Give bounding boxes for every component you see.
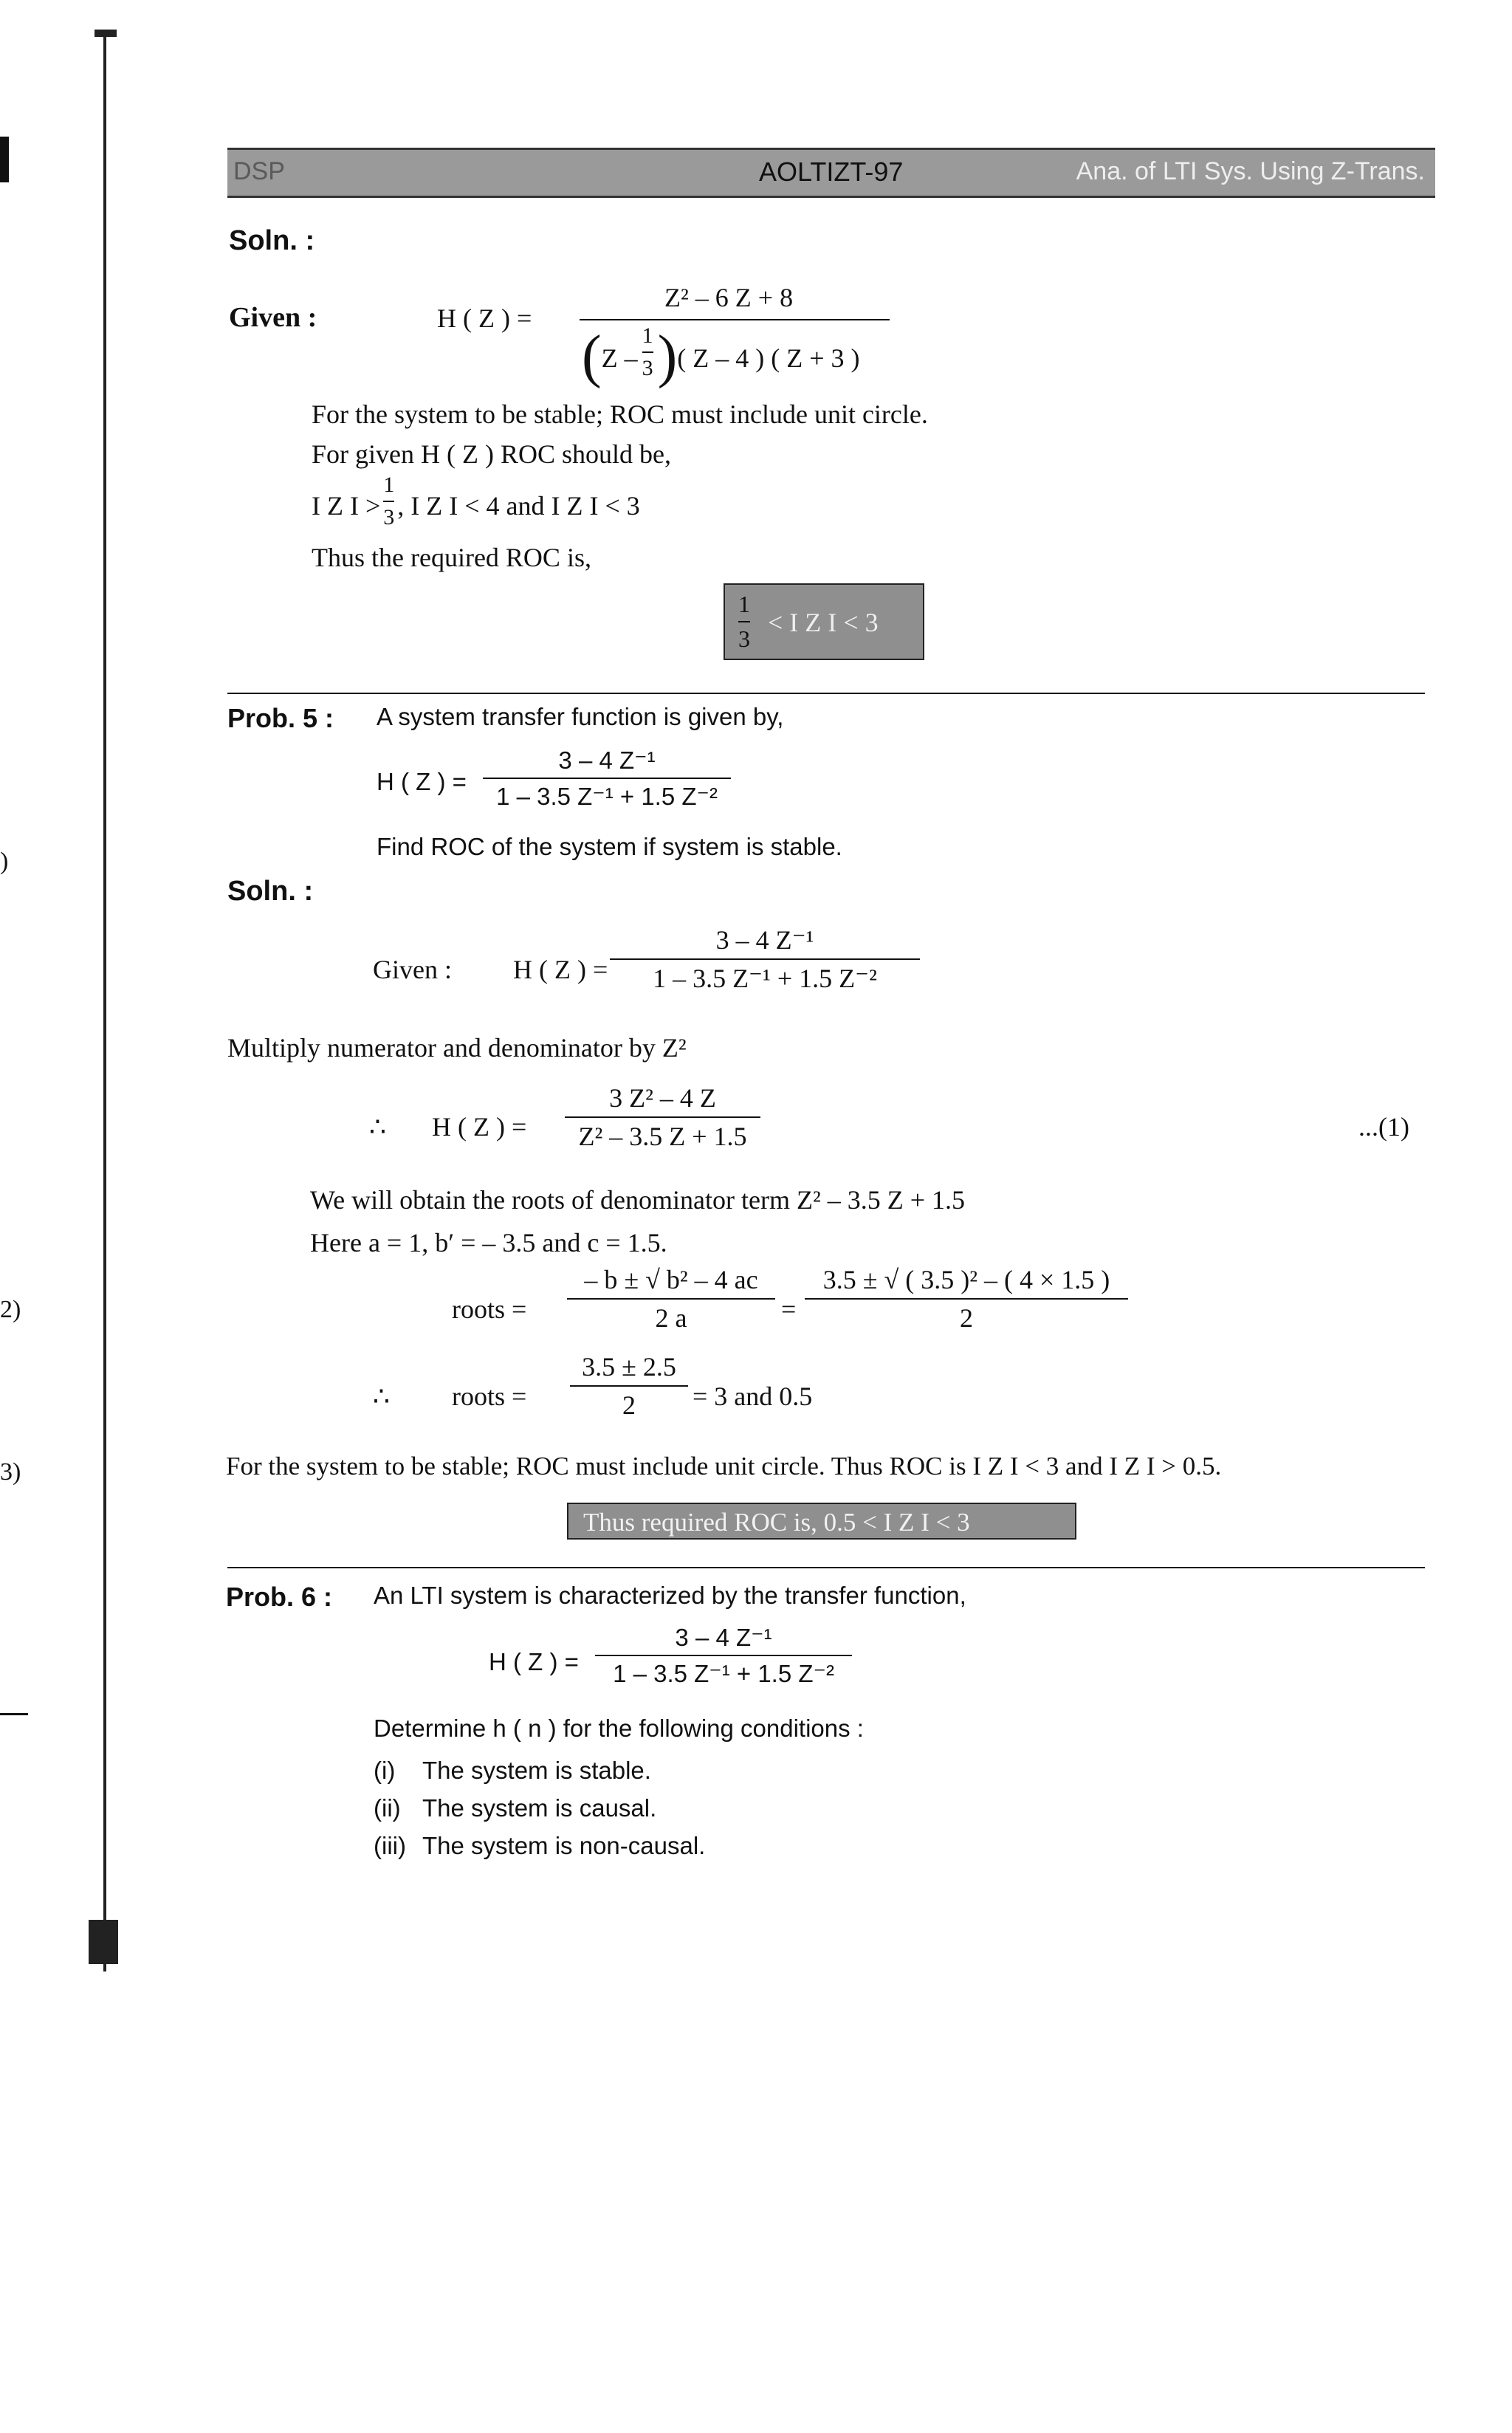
soln5-hz-label: H ( Z ) = — [513, 955, 608, 984]
running-header — [227, 148, 1435, 198]
therefore-symbol-1: ∴ — [369, 1112, 386, 1142]
roc-intro-text: For given H ( Z ) ROC should be, — [312, 439, 671, 469]
list-item: (iii) The system is non-causal. — [374, 1832, 706, 1859]
margin-mark-1: ) — [0, 848, 9, 875]
coefficients-text: Here a = 1, b′ = – 3.5 and c = 1.5. — [310, 1228, 667, 1257]
list-item: (ii) The system is causal. — [374, 1794, 657, 1822]
roc-result-box-2: Thus required ROC is, 0.5 < I Z I < 3 — [567, 1503, 1076, 1540]
page-binding-top — [94, 30, 117, 37]
therefore-symbol-2: ∴ — [373, 1382, 390, 1411]
header-center: AOLTIZT-97 — [759, 157, 904, 187]
prob6-label: Prob. 6 : — [226, 1582, 333, 1612]
roots-intro: We will obtain the roots of denominator term Z² – 3.5 Z + 1.5 — [310, 1185, 966, 1215]
rational-fraction: $\frac{\text{3 Z² – 4 Z}}{\text{Z² – 3.5 Z + 1.5}}$ — [565, 1082, 760, 1152]
open-paren: ( — [582, 324, 602, 389]
soln5-label: Soln. : — [227, 876, 314, 907]
prob6-hz-label: H ( Z ) = — [489, 1648, 579, 1675]
roots-fraction: $\frac{3.5 \pm 2.5}{2}$ — [570, 1351, 688, 1421]
stability-conclusion: For the system to be stable; ROC must include unit circle. Thus ROC is I Z I < 3 and I Z I > 0.5. — [226, 1452, 1222, 1480]
roc-result-box — [724, 583, 924, 660]
quadratic-formula: $\frac{\text{– b ± √ b² – 4 ac}}{2 a}$ — [567, 1264, 775, 1334]
prob6-fraction: $\frac{\text{3 – 4 Z⁻¹}}{\text{1 – 3.5 Z⁻¹ + 1.5 Z⁻²}}$ — [595, 1623, 852, 1688]
transfer-function-denominator: (Z – $\frac{1}{3}$ )( Z – 4 ) ( Z + 3 ) — [582, 323, 860, 389]
roots-result: = 3 and 0.5 — [693, 1382, 813, 1411]
page-binding-bottom — [89, 1920, 118, 1964]
soln-label: Soln. : — [229, 225, 315, 256]
equation-tag: ...(1) — [1358, 1112, 1409, 1142]
section-divider-2 — [227, 1567, 1425, 1568]
soln5-fraction: $\frac{\text{3 – 4 Z⁻¹}}{\text{1 – 3.5 Z⁻¹ + 1.5 Z⁻²}}$ — [610, 924, 920, 994]
roots-label: roots = — [452, 1294, 527, 1324]
given-label: Given : — [229, 302, 317, 333]
one-third-fraction: $\frac{1}{3}$ — [642, 323, 653, 380]
transfer-function-label: H ( Z ) = — [437, 303, 532, 333]
prob5-fraction: $\frac{\text{3 – 4 Z⁻¹}}{\text{1 – 3.5 Z⁻¹ + 1.5 Z⁻²}}$ — [483, 746, 731, 811]
prob6-determine: Determine h ( n ) for the following conditions : — [374, 1715, 864, 1742]
soln5-given: Given : — [373, 955, 452, 984]
scan-mark-left — [0, 137, 9, 182]
cond-fraction: $\frac{1}{3}$ — [383, 473, 395, 529]
prob5-statement: A system transfer function is given by, — [377, 703, 784, 730]
stability-text: For the system to be stable; ROC must include unit circle. — [312, 399, 928, 429]
prob5-hz-label: H ( Z ) = — [377, 768, 467, 795]
multiply-text: Multiply numerator and denominator by Z² — [227, 1033, 687, 1063]
soln5-hz-label-2: H ( Z ) = — [432, 1112, 527, 1142]
header-right: Ana. of LTI Sys. Using Z-Trans. — [1076, 157, 1425, 185]
transfer-function-numerator: Z² – 6 Z + 8 — [664, 283, 794, 312]
roc-conditions: I Z I > $\frac{1}{3}$ , I Z I < 4 and I Z I < 3 — [312, 473, 640, 529]
roc-inequality: < I Z I < 3 — [768, 608, 879, 637]
equals-sign: = — [781, 1294, 797, 1324]
roots-label-2: roots = — [452, 1382, 527, 1411]
roc-fraction: $\frac{1}{3}$ — [738, 591, 750, 652]
fraction-bar — [580, 319, 890, 320]
page-binding-edge — [103, 30, 106, 1972]
condition-list — [374, 1751, 705, 1864]
margin-mark-3: 3) — [0, 1458, 21, 1486]
margin-mark-2: 2) — [0, 1296, 21, 1323]
list-item: (i) The system is stable. — [374, 1757, 651, 1784]
close-paren: ) — [657, 324, 678, 389]
prob5-ask: Find ROC of the system if system is stable. — [377, 833, 842, 860]
required-roc-text: Thus the required ROC is, — [312, 543, 591, 572]
prob6-statement: An LTI system is characterized by the transfer function, — [374, 1582, 966, 1609]
prob5-label: Prob. 5 : — [227, 703, 334, 733]
header-left: DSP — [233, 157, 285, 185]
section-divider-1 — [227, 693, 1425, 694]
quadratic-substituted: $\frac{\text{3.5 ± √ ( 3.5 )² – ( 4 × 1.5 )}}{2}$ — [805, 1264, 1128, 1334]
scan-mark-left-dash — [0, 1713, 28, 1715]
